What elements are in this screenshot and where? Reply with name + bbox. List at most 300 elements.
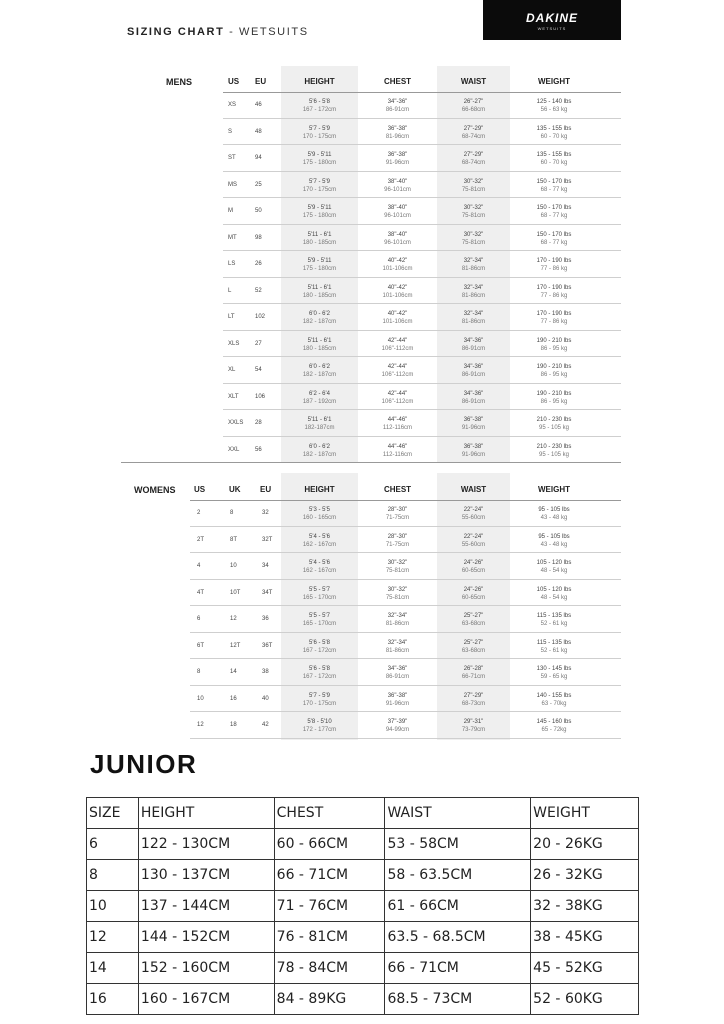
height-cell: [281, 500, 358, 526]
chest-cell-metric: 86-91cm: [385, 107, 410, 113]
size-row: [190, 633, 621, 660]
height-cell-imperial: 5'6 - 5'8: [309, 99, 330, 105]
uk-size-cell: 18: [230, 722, 237, 728]
weight-cell-metric: 48 - 54 kg: [540, 568, 568, 574]
weight-cell-imperial: 95 - 105 lbs: [538, 507, 570, 513]
mens-col-us: US: [228, 77, 240, 86]
weight-cell-metric: 60 - 70 kg: [540, 160, 568, 166]
chest-cell-imperial: 30"-32": [387, 586, 408, 593]
height-cell-metric: 170 - 175cm: [302, 186, 337, 193]
chest-cell: [358, 384, 437, 410]
height-cell-imperial: 5'11 - 6'1: [307, 231, 332, 238]
eu-size-cell: 28: [255, 420, 262, 426]
size-row: [223, 304, 621, 331]
womens-section-label: WOMENS: [134, 485, 176, 495]
mens-col-eu: EU: [255, 77, 267, 86]
waist-cell-imperial: 34"-36": [463, 337, 484, 344]
chest-cell-metric: 106"-112cm: [381, 372, 414, 378]
chest-cell-metric: 81-96cm: [385, 133, 410, 140]
weight-cell-imperial: 130 - 145 lbs: [536, 666, 572, 672]
waist-cell-imperial: 32"-34": [463, 311, 484, 317]
height-cell-metric: 170 - 175cm: [302, 700, 337, 707]
height-cell: [281, 145, 358, 171]
size-row: [223, 198, 621, 225]
junior-header-cell: WAIST: [385, 798, 531, 829]
height-cell: [281, 410, 358, 436]
uk-size-cell: 8: [230, 510, 234, 516]
size-row: [190, 500, 621, 527]
junior-cell: 66 - 71CM: [385, 953, 531, 984]
weight-cell-imperial: 190 - 210 lbs: [536, 337, 572, 344]
weight-cell: [510, 633, 598, 659]
waist-cell: [437, 172, 510, 198]
weight-cell: [510, 500, 598, 526]
chest-cell: [358, 500, 437, 526]
height-cell: [281, 198, 358, 224]
chest-cell-imperial: 38"-40": [387, 205, 408, 211]
chest-cell: [358, 712, 437, 738]
chest-cell-metric: 96-101cm: [384, 239, 411, 246]
waist-cell-metric: 66-68cm: [461, 107, 486, 113]
weight-cell-metric: 68 - 77 kg: [540, 239, 568, 246]
eu-size-cell: 34T: [262, 589, 273, 596]
weight-cell-metric: 95 - 105 kg: [538, 425, 570, 431]
height-cell: [281, 357, 358, 383]
size-row: [223, 357, 621, 384]
height-cell-imperial: 5'11 - 6'1: [307, 417, 332, 423]
height-cell-metric: 162 - 167cm: [302, 568, 337, 574]
waist-cell-metric: 81-86cm: [461, 292, 486, 299]
section-divider: [121, 462, 621, 463]
weight-cell-metric: 52 - 61 kg: [540, 621, 568, 627]
weight-cell-imperial: 145 - 160 lbs: [536, 719, 572, 725]
chest-cell: [358, 527, 437, 553]
junior-cell: 16: [87, 984, 139, 1015]
height-cell: [281, 659, 358, 685]
uk-size-cell: 8T: [230, 536, 238, 543]
weight-cell-imperial: 125 - 140 lbs: [536, 99, 572, 105]
waist-cell-imperial: 22"-24": [463, 533, 484, 540]
junior-header-cell: CHEST: [274, 798, 385, 829]
waist-cell-metric: 75-81cm: [461, 239, 486, 246]
table-row: [87, 891, 639, 922]
height-cell-metric: 175 - 180cm: [302, 213, 337, 219]
waist-cell-metric: 60-65cm: [461, 568, 486, 574]
junior-cell: 152 - 160CM: [138, 953, 274, 984]
waist-cell-metric: 60-65cm: [461, 594, 486, 601]
height-cell-imperial: 5'11 - 6'1: [307, 284, 332, 291]
waist-cell: [437, 92, 510, 118]
us-size-cell: 12: [197, 722, 204, 728]
height-cell: [281, 712, 358, 738]
eu-size-cell: 26: [255, 261, 262, 267]
junior-cell: 53 - 58CM: [385, 829, 531, 860]
womens-col-waist: WAIST: [460, 485, 487, 494]
weight-cell: [510, 225, 598, 251]
weight-cell-metric: 77 - 86 kg: [540, 292, 568, 299]
waist-cell: [437, 580, 510, 606]
height-cell-imperial: 5'5 - 5'7: [309, 586, 330, 593]
waist-cell: [437, 225, 510, 251]
weight-cell-metric: 95 - 105 kg: [538, 451, 570, 458]
weight-cell: [510, 331, 598, 357]
chest-cell: [358, 357, 437, 383]
weight-cell: [510, 606, 598, 632]
chest-cell-imperial: 40"-42": [387, 284, 408, 291]
height-cell: [281, 553, 358, 579]
chest-cell-metric: 112-116cm: [382, 425, 413, 431]
waist-cell-imperial: 30"-32": [463, 205, 484, 211]
uk-size-cell: 12: [230, 616, 237, 622]
us-size-cell: 2T: [197, 536, 205, 543]
chest-cell-imperial: 44"-46": [387, 443, 408, 450]
eu-size-cell: 25: [255, 181, 262, 188]
height-cell-imperial: 6'0 - 6'2: [309, 364, 330, 370]
eu-size-cell: 94: [255, 155, 262, 161]
us-size-cell: MS: [228, 181, 237, 188]
junior-header-cell: HEIGHT: [138, 798, 274, 829]
waist-cell-imperial: 22"-24": [463, 507, 484, 513]
us-size-cell: L: [228, 287, 232, 294]
weight-cell: [510, 304, 598, 330]
junior-cell: 76 - 81CM: [274, 922, 385, 953]
chest-cell-metric: 81-86cm: [385, 621, 410, 627]
chest-cell: [358, 686, 437, 712]
us-size-cell: LT: [228, 314, 235, 320]
chest-cell-metric: 94-99cm: [385, 727, 410, 733]
eu-size-cell: 36: [262, 616, 269, 622]
junior-cell: 84 - 89KG: [274, 984, 385, 1015]
us-size-cell: XLS: [228, 340, 240, 347]
waist-cell-metric: 91-96cm: [461, 425, 486, 431]
junior-cell: 60 - 66CM: [274, 829, 385, 860]
weight-cell-metric: 86 - 95 kg: [540, 398, 568, 405]
size-row: [190, 712, 621, 739]
waist-cell-imperial: 24"-26": [463, 560, 484, 566]
height-cell-imperial: 5'6 - 5'8: [309, 666, 330, 672]
weight-cell: [510, 251, 598, 277]
size-row: [223, 92, 621, 119]
waist-cell-metric: 81-86cm: [461, 319, 486, 325]
weight-cell-metric: 43 - 48 kg: [540, 515, 568, 521]
chest-cell-metric: 75-81cm: [385, 594, 410, 601]
table-row: [87, 953, 639, 984]
chest-cell-imperial: 30"-32": [387, 560, 408, 566]
height-cell-metric: 170 - 175cm: [302, 133, 337, 140]
waist-cell-imperial: 26"-28": [463, 666, 484, 672]
junior-cell: 160 - 167CM: [138, 984, 274, 1015]
height-cell-metric: 180 - 185cm: [302, 345, 337, 352]
waist-cell-imperial: 26"-27": [463, 99, 484, 105]
waist-cell-metric: 75-81cm: [461, 213, 486, 219]
weight-cell: [510, 553, 598, 579]
junior-cell: 8: [87, 860, 139, 891]
waist-cell-imperial: 27"-29": [463, 692, 484, 699]
eu-size-cell: 52: [255, 287, 262, 294]
waist-cell: [437, 410, 510, 436]
junior-cell: 130 - 137CM: [138, 860, 274, 891]
chest-cell-imperial: 36"-38": [387, 152, 408, 158]
us-size-cell: 10: [197, 695, 204, 702]
size-row: [190, 527, 621, 554]
chest-cell: [358, 92, 437, 118]
waist-cell-metric: 68-74cm: [461, 133, 486, 140]
weight-cell: [510, 92, 598, 118]
waist-cell-imperial: 30"-32": [463, 231, 484, 238]
us-size-cell: ST: [228, 155, 236, 161]
waist-cell-imperial: 27"-29": [463, 125, 484, 132]
chest-cell-imperial: 34"-36": [387, 99, 408, 105]
us-size-cell: 2: [197, 510, 201, 516]
waist-cell-imperial: 25"-27": [463, 639, 484, 646]
weight-cell-imperial: 170 - 190 lbs: [536, 284, 572, 291]
eu-size-cell: 34: [262, 563, 269, 569]
chest-cell: [358, 251, 437, 277]
womens-col-chest: CHEST: [383, 485, 412, 494]
waist-cell-metric: 91-96cm: [461, 451, 486, 458]
size-row: [223, 384, 621, 411]
size-row: [190, 580, 621, 607]
weight-cell-metric: 60 - 70 kg: [540, 133, 568, 140]
chest-cell-metric: 71-75cm: [385, 515, 410, 521]
weight-cell: [510, 357, 598, 383]
uk-size-cell: 10T: [230, 589, 241, 596]
weight-cell-metric: 65 - 72kg: [541, 727, 567, 733]
chest-cell-metric: 91-96cm: [385, 700, 410, 707]
height-cell: [281, 304, 358, 330]
height-cell-imperial: 5'3 - 5'5: [309, 507, 330, 513]
page-title: SIZING CHART - WETSUITS: [127, 26, 309, 38]
height-cell-metric: 182-187cm: [304, 425, 335, 431]
junior-cell: 14: [87, 953, 139, 984]
chest-cell: [358, 172, 437, 198]
weight-cell: [510, 384, 598, 410]
size-row: [190, 686, 621, 713]
height-cell-imperial: 6'2 - 6'4: [309, 390, 330, 397]
chest-cell: [358, 410, 437, 436]
junior-cell: 66 - 71CM: [274, 860, 385, 891]
height-cell-metric: 187 - 192cm: [302, 398, 337, 405]
height-cell-imperial: 5'5 - 5'7: [309, 613, 330, 619]
height-cell: [281, 437, 358, 463]
chest-cell-metric: 81-86cm: [385, 647, 410, 654]
chest-cell: [358, 119, 437, 145]
height-cell-metric: 180 - 185cm: [302, 292, 337, 299]
junior-header-cell: SIZE: [87, 798, 139, 829]
chest-cell-imperial: 42"-44": [387, 364, 408, 370]
waist-cell-metric: 63-68cm: [461, 647, 486, 654]
junior-cell: 32 - 38KG: [531, 891, 639, 922]
height-cell-metric: 175 - 180cm: [302, 266, 337, 272]
height-cell-imperial: 5'4 - 5'6: [309, 533, 330, 540]
us-size-cell: XS: [228, 102, 237, 108]
chest-cell: [358, 198, 437, 224]
height-cell-metric: 180 - 185cm: [302, 239, 337, 246]
weight-cell-imperial: 135 - 155 lbs: [536, 152, 572, 158]
height-cell-imperial: 5'6 - 5'8: [309, 639, 330, 646]
height-cell: [281, 119, 358, 145]
height-cell-imperial: 5'9 - 5'11: [307, 152, 332, 158]
us-size-cell: M: [228, 208, 233, 214]
waist-cell: [437, 633, 510, 659]
height-cell: [281, 278, 358, 304]
weight-cell-metric: 52 - 61 kg: [540, 647, 568, 654]
height-cell-metric: 162 - 167cm: [302, 541, 337, 548]
height-cell-imperial: 5'7 - 5'9: [309, 178, 330, 185]
height-cell: [281, 384, 358, 410]
junior-cell: 45 - 52KG: [531, 953, 639, 984]
height-cell-imperial: 5'8 - 5'10: [307, 719, 332, 725]
height-cell-imperial: 5'7 - 5'9: [309, 692, 330, 699]
brand-subtitle: WETSUITS: [537, 26, 567, 31]
height-cell-imperial: 6'0 - 6'2: [309, 443, 330, 450]
size-row: [223, 172, 621, 199]
height-cell: [281, 580, 358, 606]
height-cell-metric: 160 - 165cm: [302, 515, 337, 521]
weight-cell-imperial: 190 - 210 lbs: [536, 390, 572, 397]
size-row: [190, 553, 621, 580]
weight-cell-metric: 59 - 65 kg: [540, 674, 568, 680]
height-cell: [281, 633, 358, 659]
height-cell-imperial: 5'4 - 5'6: [309, 560, 330, 566]
height-cell: [281, 606, 358, 632]
mens-col-chest: CHEST: [383, 77, 412, 86]
junior-cell: 122 - 130CM: [138, 829, 274, 860]
weight-cell-metric: 63 - 70kg: [541, 700, 567, 707]
eu-size-cell: 56: [255, 446, 262, 453]
height-cell-imperial: 6'0 - 6'2: [309, 311, 330, 317]
chest-cell-metric: 91-96cm: [385, 160, 410, 166]
us-size-cell: XXLS: [228, 420, 244, 426]
chest-cell-imperial: 37"-39": [387, 719, 408, 725]
height-cell-metric: 167 - 172cm: [302, 674, 337, 680]
size-row: [223, 331, 621, 358]
chest-cell-metric: 75-81cm: [385, 568, 410, 574]
eu-size-cell: 48: [255, 128, 262, 135]
mens-col-waist: WAIST: [460, 77, 487, 86]
weight-cell-imperial: 140 - 155 lbs: [536, 692, 572, 699]
chest-cell-imperial: 36"-38": [387, 692, 408, 699]
size-row: [223, 145, 621, 172]
height-cell-metric: 182 - 187cm: [302, 451, 337, 458]
weight-cell: [510, 437, 598, 463]
chest-cell: [358, 606, 437, 632]
weight-cell-metric: 68 - 77 kg: [540, 186, 568, 193]
eu-size-cell: 46: [255, 102, 262, 108]
junior-title: JUNIOR: [90, 749, 198, 779]
waist-cell: [437, 145, 510, 171]
us-size-cell: XXL: [228, 446, 240, 453]
uk-size-cell: 16: [230, 695, 237, 702]
size-row: [190, 659, 621, 686]
weight-cell-imperial: 150 - 170 lbs: [536, 231, 572, 238]
womens-col-uk: UK: [229, 485, 241, 494]
waist-cell: [437, 606, 510, 632]
chest-cell: [358, 437, 437, 463]
chest-cell-metric: 106"-112cm: [381, 398, 414, 405]
height-cell-metric: 175 - 180cm: [302, 160, 337, 166]
height-cell: [281, 225, 358, 251]
waist-cell: [437, 659, 510, 685]
waist-cell-metric: 68-74cm: [461, 160, 486, 166]
chest-cell-metric: 86-91cm: [385, 674, 410, 680]
waist-cell-imperial: 27"-29": [463, 152, 484, 158]
height-cell-metric: 167 - 172cm: [302, 647, 337, 654]
eu-size-cell: 42: [262, 722, 269, 728]
waist-cell-imperial: 29"-31": [463, 719, 484, 725]
weight-cell-imperial: 115 - 135 lbs: [536, 639, 572, 646]
waist-cell-imperial: 32"-34": [463, 258, 484, 264]
weight-cell-imperial: 190 - 210 lbs: [536, 364, 572, 370]
table-row: [87, 922, 639, 953]
weight-cell-imperial: 135 - 155 lbs: [536, 125, 572, 132]
waist-cell: [437, 119, 510, 145]
chest-cell-metric: 101-106cm: [382, 266, 413, 272]
size-row: [223, 437, 621, 464]
junior-cell: 63.5 - 68.5CM: [385, 922, 531, 953]
eu-size-cell: 32T: [262, 536, 273, 543]
size-row: [223, 410, 621, 437]
waist-cell-metric: 81-86cm: [461, 266, 486, 272]
junior-header-row: [87, 798, 639, 829]
waist-cell-metric: 73-79cm: [461, 727, 486, 733]
womens-col-weight: WEIGHT: [538, 485, 570, 494]
uk-size-cell: 14: [230, 669, 237, 675]
chest-cell-metric: 71-75cm: [385, 541, 410, 548]
junior-cell: 20 - 26KG: [531, 829, 639, 860]
height-cell-metric: 165 - 170cm: [302, 621, 337, 627]
weight-cell: [510, 410, 598, 436]
chest-cell-imperial: 28"-30": [387, 533, 408, 540]
weight-cell: [510, 686, 598, 712]
eu-size-cell: 102: [255, 314, 266, 320]
height-cell-metric: 182 - 187cm: [302, 372, 337, 378]
chest-cell-imperial: 38"-40": [387, 178, 408, 185]
waist-cell-metric: 55-60cm: [461, 515, 486, 521]
us-size-cell: S: [228, 128, 233, 135]
waist-cell: [437, 357, 510, 383]
weight-cell: [510, 172, 598, 198]
eu-size-cell: 40: [262, 695, 269, 702]
eu-size-cell: 98: [255, 234, 262, 241]
chest-cell-imperial: 40"-42": [387, 258, 408, 264]
weight-cell-metric: 77 - 86 kg: [540, 266, 568, 272]
height-cell-imperial: 5'11 - 6'1: [307, 337, 332, 344]
waist-cell-imperial: 34"-36": [463, 364, 484, 370]
waist-cell: [437, 712, 510, 738]
junior-cell: 10: [87, 891, 139, 922]
weight-cell: [510, 712, 598, 738]
uk-size-cell: 10: [230, 563, 237, 569]
waist-cell: [437, 198, 510, 224]
junior-cell: 58 - 63.5CM: [385, 860, 531, 891]
height-cell: [281, 172, 358, 198]
waist-cell-metric: 86-91cm: [461, 398, 486, 405]
weight-cell: [510, 580, 598, 606]
chest-cell: [358, 331, 437, 357]
weight-cell-imperial: 150 - 170 lbs: [536, 178, 572, 185]
waist-cell-imperial: 34"-36": [463, 390, 484, 397]
weight-cell: [510, 145, 598, 171]
weight-cell-metric: 48 - 54 kg: [540, 594, 568, 601]
chest-cell-imperial: 28"-30": [387, 507, 408, 513]
waist-cell-imperial: 36"-38": [463, 443, 484, 450]
womens-col-height: HEIGHT: [304, 485, 335, 494]
waist-cell-metric: 75-81cm: [461, 186, 486, 193]
chest-cell-imperial: 32"-34": [387, 639, 408, 646]
chest-cell: [358, 225, 437, 251]
height-cell: [281, 92, 358, 118]
